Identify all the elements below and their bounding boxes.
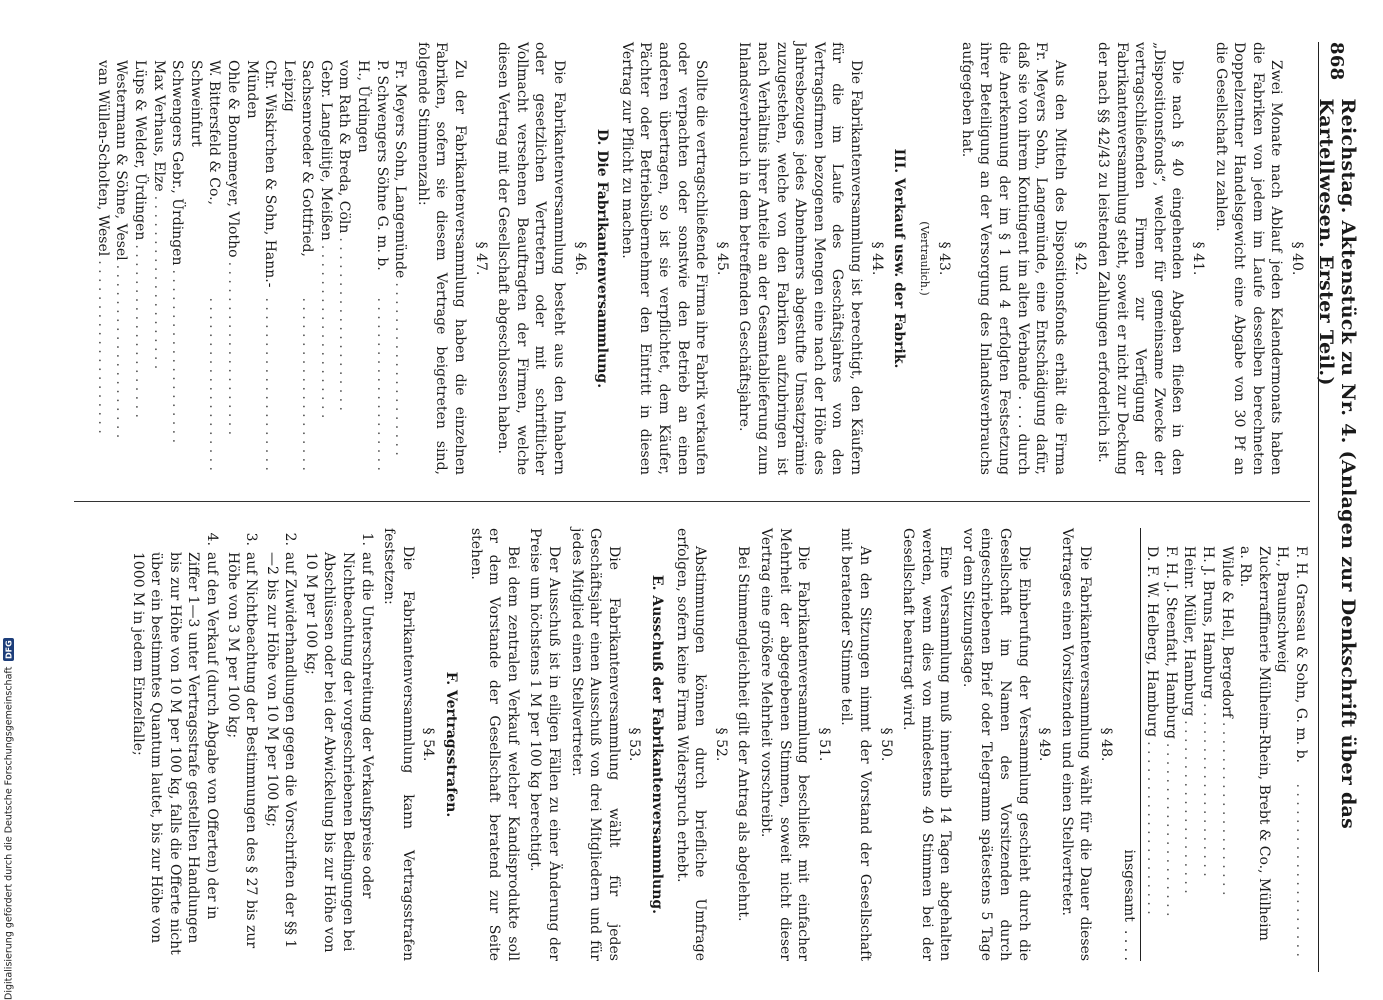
section-number: § 40.	[1289, 241, 1305, 276]
firm-row	[1236, 528, 1273, 961]
leader-dots: . . . . . . . . . . . . . . . . . . . .	[1293, 783, 1309, 957]
leader-dots: . . . . . . . . . . . . . . . . . . . .	[113, 264, 130, 439]
paragraph: Abstimmungen können durch briefliche Umfrage erfolgen, sofern keine Firma Widerspruch erhebt.	[673, 528, 709, 961]
section-number: § 54.	[420, 727, 437, 762]
section-heading: E. Ausschuß der Fabrikantenversammlung.	[649, 574, 665, 915]
paragraph: Die Fabrikantenversammlung beschließt mit einfacher Mehrheit der abgegebenen Stimmen, soweit nicht dieser Vertrag eine größere Mehrheit vorschreibt.	[757, 528, 812, 961]
section-heading: III. Verkauf usw. der Fabrik.	[891, 148, 908, 369]
firm-name: Lüps & Welder, Ürdingen	[131, 60, 148, 241]
firm-name: Schwengers Gebr., Ürdingen	[169, 60, 186, 266]
leader-dots: . . . . . . . . . . . . . . . . . . . .	[1200, 703, 1217, 877]
firm-name: Heinr. Müller, Hamburg	[1181, 546, 1198, 717]
section-number: § 53.	[626, 727, 643, 762]
firm-row	[149, 42, 168, 475]
leader-dots: . . . . . . . . . . . . . . . . . . . .	[1181, 720, 1198, 894]
firm-row	[1180, 528, 1199, 961]
firm-row	[1273, 528, 1310, 961]
penalty-item	[223, 528, 260, 961]
firm-name: Westermann & Söhne, Vesel	[113, 60, 130, 261]
firm-row	[223, 42, 242, 475]
section-number: § 44.	[868, 241, 885, 276]
paragraph: Die nach § 40 eingehenden Abgaben fließen in den „Dispositionsfonds“, welcher für gemeinsame Zwecke der vertragschließenden Firmen zur Verfügung der Fabrikantenversammlung steht, soweit er nicht zur Deckung der nach §§ 42/43 zu leistenden Zahlungen erforderlich ist.	[1095, 42, 1186, 475]
leader-dots: . . . . . . . . . . . . . . . . . . . .	[150, 195, 167, 370]
paragraph: Der Ausschuß ist in eiligen Fällen zu einer Änderung der Preise um höchstens 1 M per 100 kg berechtigt.	[527, 528, 563, 961]
paragraph: Die Fabrikantenversammlung wählt für die Dauer dieses Vertrages einen Vorsitzenden und einen Stellvertreter.	[1058, 528, 1094, 961]
document-page	[65, 42, 1359, 972]
firm-name: P. Schwengers Söhne G. m. b. H., Ürdingen	[355, 60, 390, 271]
total-label: insgesamt	[1120, 849, 1137, 922]
paragraph: Die Fabrikantenversammlung kann Vertragsstrafen festsetzen:	[381, 528, 416, 961]
section-heading: D. Die Fabrikantenversammlung.	[594, 128, 611, 389]
leader-dots: . . . . . . . . . . . . . . . . . . . .	[169, 269, 186, 444]
dfg-logo-icon: DFG	[4, 640, 14, 659]
section-number: § 52.	[712, 727, 729, 762]
firm-row	[354, 42, 391, 475]
section-number: § 50.	[877, 727, 894, 762]
firm-name: van Wüllen-Scholten, Wesel	[94, 60, 111, 257]
paragraph: Aus den Mitteln des Dispositionsfonds erhält die Firma Fr. Meyers Sohn, Langemünde, eine Entschädigung dafür, daß sie von ihrem Kontingent im alten Verbande . . . . durch die Anerkennung der im § 1 und 4 erfolgten Festsetzung ihrer Beteiligung an der Versorgung des Inlandsverbrauchs aufgegeben hat.	[958, 42, 1068, 475]
item-number: 3.	[243, 532, 260, 546]
firm-name: F. H. J. Steenfatt, Hamburg	[1162, 546, 1179, 739]
firm-name: Chr. Wiskirchen & Sohn, Hann.-Münden	[243, 60, 279, 288]
firm-name: Fr. Meyers Sohn, Langemünde	[392, 60, 409, 279]
leader-dots: . . . . . . . . . . . . . . . . . . . .	[392, 282, 409, 456]
section-number: § 43.	[936, 241, 953, 276]
firm-name: H. J. Bruns, Hamburg	[1200, 546, 1217, 700]
paragraph: Bei dem zentralen Verkauf welcher Kandisprodukte soll er dem Vorstande der Gesellschaft beratend zur Seite stehen.	[467, 528, 521, 961]
leader-dots: . . . . . . . . . . . . . . . . . . . .	[1218, 721, 1235, 896]
leader-dots: . . . .	[1120, 929, 1137, 961]
firm-name: W. Bittersfeld & Co., Schweinfurt	[187, 60, 223, 206]
leader-dots: . . . . . . . . . . . . . . . . . . . .	[94, 260, 111, 434]
firm-name: D. F. W. Helberg, Hamburg	[1144, 546, 1161, 738]
firm-name: Zuckerraffinerie Mülheim-Rhein, Brebt & Co., Mülheim a. Rh.	[1237, 546, 1272, 941]
penalty-item	[262, 528, 299, 961]
text-columns	[74, 42, 1310, 972]
firm-row	[316, 42, 335, 475]
paragraph: Die Fabrikantenversammlung besteht aus den Inhabern oder gesetzlichen Vertretern oder mit schriftlicher Vollmacht versehenen Beauftragten der Firmen, welche diesen Vertrag mit der Gesellschaft abgeschlossen haben.	[495, 42, 568, 475]
section-heading: F. Vertragsstrafen.	[443, 671, 460, 818]
item-text: auf Zuwiderhandlungen gegen die Vorschriften der §§ 1—2 bis zur Höhe von 10 M per 100 kg;	[263, 552, 299, 949]
paragraph: Die Fabrikantenversammlung ist berechtigt, den Käufern für die im Laufe des Geschäftsjahres von den Vertragsfirmen bezogenen Mengen eine nach der Höhe des Jahresbezuges jedes Abnehmers abgestufte Umsatzprämie zuzugestehen, welche von den Fabriken aufzubringen ist nach Verhältnis ihrer Anteile an der Gesamtablieferung zum Inlandsverbrauch in dem betreffenden Geschäftsjahre.	[736, 42, 864, 475]
firm-row	[279, 42, 316, 475]
firm-name: Sachsenroeder & Gottfried, Leipzig	[280, 60, 316, 257]
leader-dots: . . . . . . . . . . . . . . . . . . . .	[336, 237, 353, 411]
page-number: 868	[1326, 42, 1348, 81]
section-subtitle: (Vertraulich.)	[917, 221, 931, 296]
leader-dots: . . . . . . . . . . . . . . . . . . . .	[1162, 742, 1179, 917]
leader-dots: . . . . . . . . . . . . . . . . . . . .	[262, 297, 279, 471]
paragraph: Die Fabrikantenversammlung wählt für jedes Geschäftsjahr einen Ausschuß von drei Mitgliedern und für jedes Mitglied einen Stellvertreter.	[568, 528, 622, 961]
paragraph: Bei Stimmengleichheit gilt der Antrag als abgelehnt.	[735, 546, 752, 922]
paragraph: An den Sitzungen nimmt der Vorstand der Gesellschaft mit beratender Stimme teil.	[838, 528, 873, 961]
item-number: 1.	[358, 532, 375, 546]
section-number: § 42.	[1072, 241, 1089, 276]
left-column	[74, 42, 1310, 487]
footer-text: Digitalisierung gefördert durch die Deutsche Forschungsgemeinschaft	[3, 666, 15, 1000]
total-row	[1119, 528, 1141, 961]
firm-name: Wilde & Hell, Bergedorf	[1218, 546, 1235, 718]
leader-dots: . . . . . . . . . . . . . . . . . . . .	[373, 297, 390, 471]
firm-row	[242, 42, 279, 475]
paragraph: Sollte die vertragschließende Firma ihre Fabrik verkaufen oder verpachten oder sonstwie den Betrieb an einen anderen übertragen, so ist sie verpflichtet, dem Käufer, Pächter oder Betriebsübernehmer den Eintritt in diesen Vertrag zur Pflicht zu machen.	[618, 42, 710, 475]
firm-name: vom Rath & Breda, Cöln	[336, 60, 353, 234]
penalty-item	[301, 528, 375, 961]
penalty-item	[128, 528, 221, 961]
leader-dots: . . . . . . . . . . . . . . . . . . . .	[317, 244, 334, 419]
firm-list-continued	[1143, 528, 1310, 961]
section-number: § 41.	[1190, 241, 1207, 276]
section-number: § 47.	[472, 241, 489, 276]
leader-dots: . . . . . . . . . . . . . . . . . . . .	[299, 297, 316, 471]
section-number: § 48.	[1098, 727, 1115, 762]
firm-row	[391, 42, 410, 475]
item-number: 4.	[203, 532, 220, 546]
firm-name: Gebr. Langeliitje, Meißen	[317, 60, 334, 241]
column-divider	[74, 501, 1310, 502]
section-number: § 45.	[713, 241, 730, 276]
firm-row	[335, 42, 354, 475]
item-text: auf die Unterschreitung der Verkaufspreise oder Nichtbeachtung der vorgeschriebenen Bedingungen bei Abschlüssen oder bei der Abwickelung bis zur Höhe von 10 M per 100 kg;	[302, 552, 375, 953]
firm-row	[1198, 528, 1217, 961]
digitization-footer	[2, 0, 16, 1000]
page-title: Reichstag. Aktenstück zu Nr. 4. (Anlagen zur Denkschrift über das Kartellwesen. Erster Teil.)	[1315, 98, 1359, 830]
firm-row	[186, 42, 223, 475]
paragraph: Die Einberufung der Versammlung geschieht durch die Gesellschaft im Namen des Vorsitzenden durch eingeschriebenen Brief oder Telegramm spätestens 5 Tage vor dem Sitzungstage.	[959, 528, 1032, 961]
leader-dots: . . . . . . . . . . . . . . . . . . . .	[131, 244, 148, 418]
firm-name: Ohle & Bonnemeyer, Vlotho	[224, 60, 241, 258]
paragraph: Eine Versammlung muß innerhalb 14 Tagen abgehalten werden, wenn dies von mindestens 40 Stimmen bei der Gesellschaft beantragt wird.	[900, 528, 954, 961]
item-text: auf den Verkauf (durch Abgabe von Offerten) der in Ziffer 1—3 unter Vertragsstrafe gestellten Handlungen bis zur Höhe von 10 M per 100 kg, falls die Offerte nicht über ein bestimmtes Quantum lautet, bis zur Höhe von 1000 M in jedem Einzelfalle;	[129, 552, 220, 955]
section-number: § 46.	[571, 241, 588, 276]
leader-dots: . . . . . . . . . . . . . . . . . . . .	[1144, 741, 1161, 915]
right-column	[74, 516, 1310, 961]
firm-row	[93, 42, 112, 475]
paragraph: Zwei Monate nach Ablauf jeden Kalendermonats haben die Fabriken von jedem im Laufe desselben berechneten Doppelzentner Handelsgewicht eine Abgabe von 30 Pf an die Gesellschaft zu zahlen.	[1212, 42, 1285, 475]
firm-row	[112, 42, 131, 475]
firm-list	[93, 42, 409, 475]
firm-row	[130, 42, 149, 475]
page-header	[1315, 42, 1359, 972]
item-text: auf Nichtbeachtung der Bestimmungen des § 27 bis zur Höhe von 3 M per 100 kg;	[224, 552, 260, 949]
firm-row	[1143, 528, 1162, 961]
firm-name: Max Verhaus, Elze	[150, 60, 167, 192]
item-number: 2.	[282, 532, 299, 546]
section-number: § 51.	[815, 727, 832, 762]
firm-name: F. H. Grassau & Sohn, G. m. b. H., Braunschweig	[1274, 546, 1309, 763]
firm-row	[168, 42, 187, 475]
paragraph: Zu der Fabrikantenversammlung haben die einzelnen Fabriken, sofern sie diesem Vertrage beigetreten sind, folgende Stimmenzahl:	[414, 42, 469, 475]
leader-dots: . . . . . . . . . . . . . . . . . . . .	[206, 297, 223, 471]
leader-dots: . . . . . . . . . . . . . . . . . . . .	[224, 261, 241, 436]
firm-row	[1217, 528, 1236, 961]
firm-row	[1161, 528, 1180, 961]
penalty-list	[128, 528, 376, 961]
section-number: § 49.	[1036, 727, 1053, 762]
